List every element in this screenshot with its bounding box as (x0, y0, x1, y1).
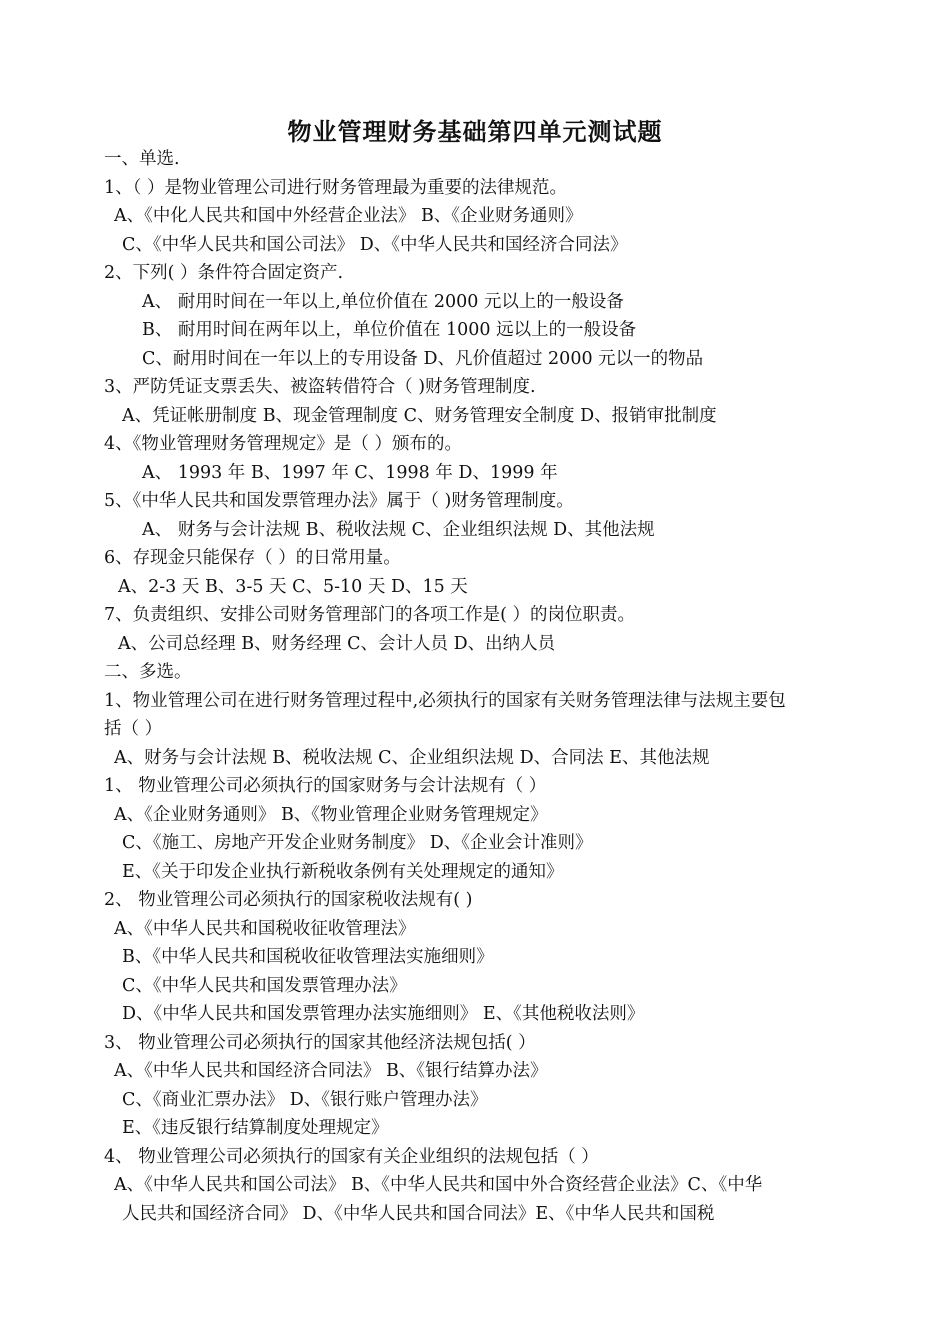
question-line: 6、存现金只能保存（ ）的日常用量。 (104, 548, 401, 568)
question-line: 3、严防凭证支票丢失、被盗转借符合（ )财务管理制度. (104, 377, 536, 397)
option-line: C、耐用时间在一年以上的专用设备 D、凡价值超过 2000 元以一的物品 (142, 349, 704, 369)
question-line: 1、 物业管理公司必须执行的国家财务与会计法规有（ ） (104, 776, 547, 796)
question-line: 括（ ） (104, 719, 163, 739)
question-line: 1、物业管理公司在进行财务管理过程中,必须执行的国家有关财务管理法律与法规主要包 (104, 691, 786, 711)
option-line: A、《中华人民共和国经济合同法》 B、《银行结算办法》 (114, 1061, 548, 1081)
option-line: A、《企业财务通则》 B、《物业管理企业财务管理规定》 (114, 805, 548, 825)
question-line: 4、 物业管理公司必须执行的国家有关企业组织的法规包括（ ） (104, 1147, 599, 1167)
option-line: A、《中华人民共和国公司法》 B、《中华人民共和国中外合资经营企业法》C、《中华 (114, 1175, 763, 1195)
option-line: A、 财务与会计法规 B、税收法规 C、企业组织法规 D、其他法规 (142, 520, 655, 540)
option-line: A、财务与会计法规 B、税收法规 C、企业组织法规 D、合同法 E、其他法规 (114, 748, 710, 768)
option-line: A、公司总经理 B、财务经理 C、会计人员 D、出纳人员 (118, 634, 556, 654)
question-line: 4、《物业管理财务管理规定》是（ ）颁布的。 (104, 434, 462, 454)
section-heading-single-choice: 一、单选. (104, 149, 180, 169)
section-heading-multiple-choice: 二、多选。 (104, 662, 192, 682)
option-line: D、《中华人民共和国发票管理办法实施细则》 E、《其他税收法则》 (122, 1004, 645, 1024)
option-line: B、 耐用时间在两年以上，单位价值在 1000 远以上的一般设备 (142, 320, 637, 340)
question-line: 3、 物业管理公司必须执行的国家其他经济法规包括( ） (104, 1033, 536, 1053)
option-line: C、《商业汇票办法》 D、《银行账户管理办法》 (122, 1090, 488, 1110)
option-line: E、《违反银行结算制度处理规定》 (122, 1118, 389, 1138)
question-line: 2、 物业管理公司必须执行的国家税收法规有( ) (104, 890, 473, 910)
question-line: 2、下列( ）条件符合固定资产. (104, 263, 344, 283)
option-line: B、《中华人民共和国税收征收管理法实施细则》 (122, 947, 494, 967)
option-line: C、《中华人民共和国发票管理办法》 (122, 976, 407, 996)
option-line: A、《中化人民共和国中外经营企业法》 B、《企业财务通则》 (114, 206, 583, 226)
question-line: 7、负责组织、安排公司财务管理部门的各项工作是( ）的岗位职责。 (104, 605, 636, 625)
option-line: A、 1993 年 B、1997 年 C、1998 年 D、1999 年 (142, 463, 558, 483)
option-line: A、《中华人民共和国税收征收管理法》 (114, 919, 416, 939)
question-line: 1、（ ）是物业管理公司进行财务管理最为重要的法律规范。 (104, 178, 567, 198)
question-line: 5、《中华人民共和国发票管理办法》属于（ )财务管理制度。 (104, 491, 574, 511)
option-line: A、凭证帐册制度 B、现金管理制度 C、财务管理安全制度 D、报销审批制度 (122, 406, 717, 426)
document-title: 物业管理财务基础第四单元测试题 (287, 118, 663, 146)
option-line: E、《关于印发企业执行新税收条例有关处理规定的通知》 (122, 862, 564, 882)
option-line: C、《施工、房地产开发企业财务制度》 D、《企业会计准则》 (122, 833, 593, 853)
option-line: 人民共和国经济合同》 D、《中华人民共和国合同法》E、《中华人民共和国税 (122, 1204, 715, 1224)
option-line: A、2-3 天 B、3-5 天 C、5-10 天 D、15 天 (118, 577, 468, 597)
option-line: A、 耐用时间在一年以上,单位价值在 2000 元以上的一般设备 (142, 292, 624, 312)
option-line: C、《中华人民共和国公司法》 D、《中华人民共和国经济合同法》 (122, 235, 628, 255)
